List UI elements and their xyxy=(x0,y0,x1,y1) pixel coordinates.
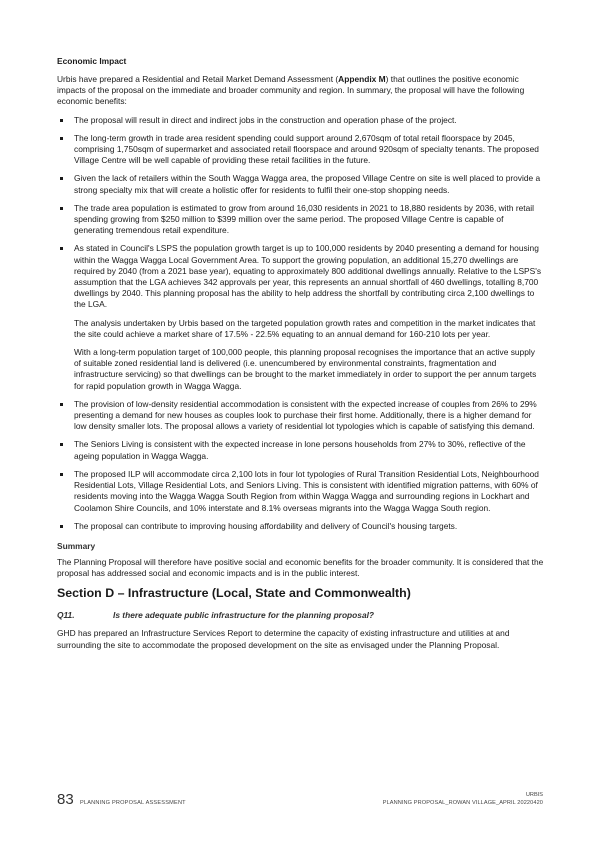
section-d-text: GHD has prepared an Infrastructure Services Report to determine the capacity of existing infrastructure and utilities at and surrounding the site to accommodate the proposed development on the site as envisaged under the Planning Proposal. xyxy=(57,628,510,650)
bullet-marker xyxy=(60,443,63,446)
bullet-marker xyxy=(60,137,63,140)
list-item xyxy=(57,469,544,514)
bullet-marker xyxy=(60,403,63,406)
bullet-marker xyxy=(60,207,63,210)
list-item-text: The Seniors Living is consistent with the expected increase in lone persons households from 27% to 30%, reflective of the ageing population in Wagga Wagga. xyxy=(74,439,526,461)
economic-impact-intro xyxy=(57,74,544,108)
list-item-text: The provision of low-density residential accommodation is consistent with the expected increase of couples from 26% to 29% presenting a demand for new houses as couples look to purchase their first home. Additionally, there is a higher demand for low density smaller lots. The proposal allows a variety of residential lot typologies which is capable of satisfying this demand. xyxy=(74,398,537,432)
question-q11 xyxy=(57,610,544,620)
intro-text-pre: Urbis have prepared a Residential and Retail Market Demand Assessment ( xyxy=(57,74,339,84)
summary-heading: Summary xyxy=(57,540,96,551)
footer-document-label: PLANNING PROPOSAL ASSESSMENT xyxy=(80,800,186,806)
economic-benefits-list xyxy=(57,115,544,532)
bullet-marker xyxy=(60,177,63,180)
page-number: 83 xyxy=(57,791,74,808)
list-item-text: The proposed ILP will accommodate circa 2,100 lots in four lot typologies of Rural Transition Residential Lots, Neighbourhood Residential Lots, Village Residential Lots, and Seniors Living. This is consistent with identified migration patterns, with 60% of residents moving into the Wagga Wagga South Region from within Wagga Wagga and surrounding regions in Lockhart and Coolamon Shire Councils, and 10% interstate and 8.1% overseas migrants into the Wagga Wagga South region. xyxy=(74,468,539,513)
summary-text: The Planning Proposal will therefore have positive social and economic benefits for the broader community. It is considered that the proposal has addressed social and economic impacts and is in the public interest. xyxy=(57,556,544,579)
page-footer xyxy=(57,783,545,813)
list-item xyxy=(57,115,544,126)
list-item-text: The proposal will result in direct and indirect jobs in the construction and operation phase of the project. xyxy=(74,114,457,125)
list-item-text: Given the lack of retailers within the South Wagga Wagga area, the proposed Village Centre on site is well placed to provide a strong specialty mix that will create a holistic offer for residents to fulfil their one-stop shopping needs. xyxy=(74,173,541,195)
list-item-text: The proposal can contribute to improving housing affordability and delivery of Council's housing targets. xyxy=(74,520,458,531)
list-item-text: As stated in Council's LSPS the population growth target is up to 100,000 residents by 2040 presenting a demand for housing within the Wagga Wagga Local Government Area. To support the growing population, an additional 15,270 dwellings are required by 2040 (from a 2021 base year), equating to approximately 800 additional dwellings annually. Relative to the LSPS's assumption that the LGA achieves 342 approvals per year, this represents an annual shortfall of 460 dwellings, totalling 8,700 dwellings by 2040. This planning proposal has the ability to help address the shortfall by contributing circa 2,100 dwellings to the LGA. xyxy=(74,243,542,310)
list-item-text: The trade area population is estimated to grow from around 16,030 residents in 2021 to 18,880 residents by 2036, with retail spending growing from $250 million to $399 million over the same period. The proposed Village Centre is capable of generating tremendous retail expenditure. xyxy=(74,202,534,236)
bullet-marker xyxy=(60,119,63,122)
document-page xyxy=(57,56,544,658)
list-item xyxy=(57,439,544,461)
list-item xyxy=(57,399,544,433)
list-item xyxy=(57,521,544,532)
list-item xyxy=(57,173,544,195)
bullet-marker xyxy=(60,247,63,250)
bullet-marker xyxy=(60,525,63,528)
economic-impact-heading: Economic Impact xyxy=(57,56,127,66)
list-item-subparagraph: The analysis undertaken by Urbis based on the targeted population growth rates and competition in the market indicates that the site could achieve a market share of 17.5% - 22.5% equating to an annual demand for 160-210 lots per year. xyxy=(74,317,536,339)
list-item-text: The long-term growth in trade area resident spending could support around 2,670sqm of total retail floorspace by 2045, comprising 1,750sqm of supermarket and associated retail floorspace and around 920sqm of specialty tenants. The proposed Village Centre will be well capable of providing these retail facilities in the future. xyxy=(74,132,539,166)
intro-text-post: ) that outlines the positive economic impacts of the proposal on the immediate and broader community and region. In summary, the proposal will have the following economic benefits: xyxy=(57,74,525,107)
list-item xyxy=(57,133,544,167)
footer-file-label: PLANNING PROPOSAL_ROWAN VILLAGE_APRIL 20220420 xyxy=(382,800,543,806)
list-item-subparagraph: With a long-term population target of 100,000 people, this planning proposal recognises the importance that an active supply of suitable zoned residential land is delivered (i.e. unencumbered by environmental constraints, fragmentation and infrastructure servicing) so that dwellings can be brought to the market immediately in order to support the per annum targets for rapid population growth in Wagga Wagga. xyxy=(74,347,537,391)
list-item xyxy=(57,243,544,391)
bullet-marker xyxy=(60,473,63,476)
section-d-heading: Section D – Infrastructure (Local, State and Commonwealth) xyxy=(57,586,411,601)
footer-brand: URBIS xyxy=(525,792,543,798)
question-text: Is there adequate public infrastructure for the planning proposal? xyxy=(113,610,375,621)
appendix-reference: Appendix M xyxy=(338,74,386,84)
question-number: Q11. xyxy=(57,610,75,621)
list-item xyxy=(57,203,544,237)
